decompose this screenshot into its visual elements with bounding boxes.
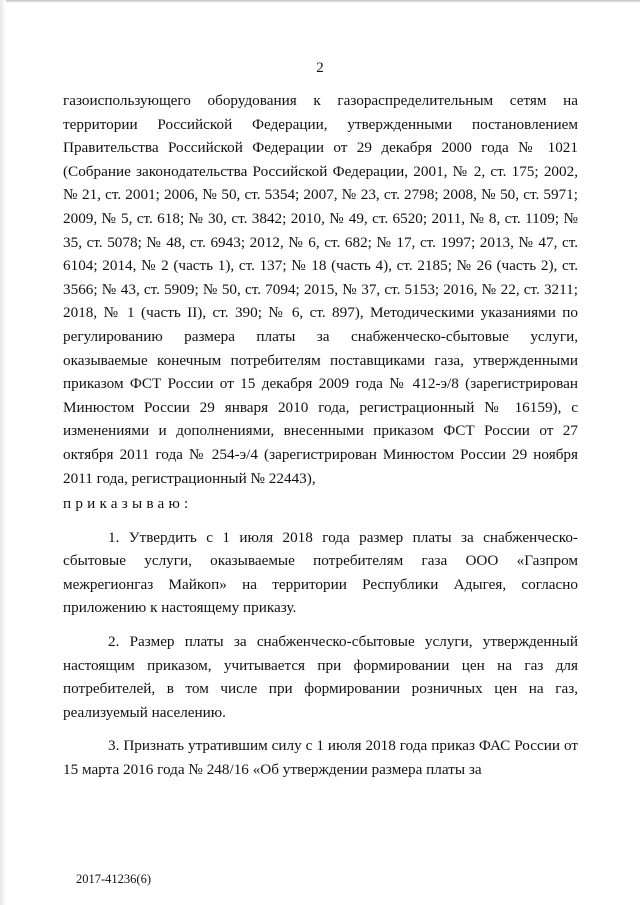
order-word: приказываю: (63, 495, 193, 513)
paragraph-item-2: 2. Размер платы за снабженческо-сбытовые услуги, утвержденный настоящим приказом, учитывается при формировании цен на газ для потребителей, в том числе при формировании розничных цен на газ, реализуемый населению. (63, 633, 578, 721)
paragraph-item-1: 1. Утвердить с 1 июля 2018 года размер платы за снабженческо-сбытовые услуги, оказываемые потребителям газа ООО «Газпром межрегионгаз Майкоп» на территории Республики Адыгея, согласно приложению к настоящему приказу. (63, 528, 578, 617)
scan-top-edge (0, 0, 640, 3)
document-body (63, 89, 578, 782)
document-code: 2017-41236(6) (76, 872, 151, 886)
paragraph-item-3: 3. Признать утратившим силу с 1 июля 2018 года приказ ФАС России от 15 марта 2016 года № 248/16 «Об утверждении размера платы за (63, 737, 578, 779)
page-number: 2 (316, 60, 324, 76)
scan-left-edge (0, 0, 6, 905)
paragraph-intro: газоиспользующего оборудования к газораспределительным сетям на территории Российской Федерации, утвержденными постановлением Правительства Российской Федерации от 29 декабря 2000 года № 1021 (Собрание законодательства Российской Федерации, 2001, № 2, ст. 175; 2002, № 21, ст. 2001; 2006, № 50, ст. 5354; 2007, № 23, ст. 2798; 2008, № 50, ст. 5971; 2009, № 5, ст. 618; № 30, ст. 3842; 2010, № 49, ст. 6520; 2011, № 8, ст. 1109; № 35, ст. 5078; № 48, ст. 6943; 2012, № 6, ст. 682; № 17, ст. 1997; 2013, № 47, ст. 6104; 2014, № 2 (часть 1), ст. 137; № 18 (часть 4), ст. 2185; № 26 (часть 2), ст. 3566; № 43, ст. 5909; № 50, ст. 7094; 2015, № 37, ст. 5153; 2016, № 22, ст. 3211; 2018, № 1 (часть II), ст. 390; № 6, ст. 897), Методическими указаниями по регулированию размера платы за снабженческо-сбытовые услуги, оказываемые конечным потребителям поставщиками газа, утвержденными приказом ФСТ России от 15 декабря 2009 года № 412-э/8 (зарегистрирован Минюстом России 29 января 2010 года, регистрационный № 16159), с изменениями и дополнениями, внесенными приказом ФСТ России от 27 октября 2011 года № 254-э/4 (зарегистрирован Минюстом России 29 ноября 2011 года, регистрационный № 22443), (63, 92, 578, 487)
